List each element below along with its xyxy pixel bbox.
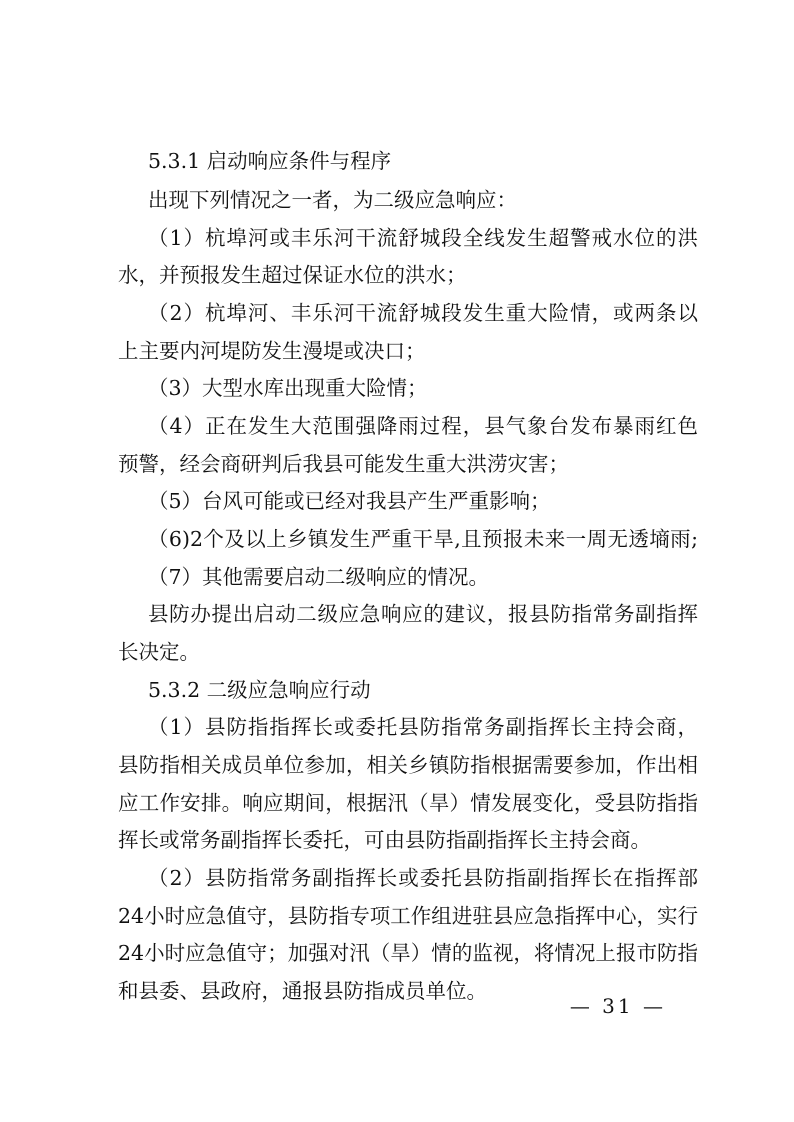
paragraph-line: 水，并预报发生超过保证水位的洪水； bbox=[118, 263, 467, 287]
page-number: — 31 — bbox=[569, 994, 666, 1018]
paragraph-line: （4）正在发生大范围强降雨过程，县气象台发布暴雨红色 bbox=[148, 414, 698, 438]
paragraph-line: （2）县防指常务副指挥长或委托县防指副指挥长在指挥部 bbox=[148, 866, 698, 890]
paragraph-line: 县防指相关成员单位参加，相关乡镇防指根据需要参加，作出相 bbox=[118, 753, 698, 777]
paragraph-line: （1）县防指指挥长或委托县防指常务副指挥长主持会商， bbox=[148, 715, 698, 739]
paragraph-line: （3）大型水库出现重大险情； bbox=[148, 376, 428, 400]
paragraph-line: 和县委、县政府，通报县防指成员单位。 bbox=[118, 979, 487, 1003]
section-heading-5-3-1: 5.3.1 启动响应条件与程序 bbox=[148, 149, 392, 173]
paragraph-line: （5）台风可能或已经对我县产生严重影响； bbox=[148, 489, 551, 513]
paragraph-line: 应工作安排。响应期间，根据汛（旱）情发展变化，受县防指指 bbox=[118, 791, 698, 815]
paragraph-line: 预警，经会商研判后我县可能发生重大洪涝灾害； bbox=[118, 452, 569, 476]
paragraph-line: 24小时应急值守；加强对汛（旱）情的监视，将情况上报市防指 bbox=[118, 941, 698, 965]
paragraph-line: 出现下列情况之一者，为二级应急响应： bbox=[148, 188, 517, 212]
paragraph-line: 上主要内河堤防发生漫堤或决口； bbox=[118, 339, 426, 363]
paragraph-line: 长决定。 bbox=[118, 640, 200, 664]
paragraph-line: （2）杭埠河、丰乐河干流舒城段发生重大险情，或两条以 bbox=[148, 301, 698, 325]
paragraph-line: 24小时应急值守，县防指专项工作组进驻县应急指挥中心，实行 bbox=[118, 904, 698, 928]
paragraph-line: （7）其他需要启动二级响应的情况。 bbox=[148, 565, 490, 589]
paragraph-line: （6)2个及以上乡镇发生严重干旱,且预报未来一周无透墒雨; bbox=[148, 527, 698, 551]
section-heading-5-3-2: 5.3.2 二级应急响应行动 bbox=[148, 678, 371, 702]
paragraph-line: 县防办提出启动二级应急响应的建议，报县防指常务副指挥 bbox=[148, 602, 698, 626]
paragraph-line: （1）杭埠河或丰乐河干流舒城段全线发生超警戒水位的洪 bbox=[148, 226, 698, 250]
paragraph-line: 挥长或常务副指挥长委托，可由县防指副指挥长主持会商。 bbox=[118, 828, 651, 852]
